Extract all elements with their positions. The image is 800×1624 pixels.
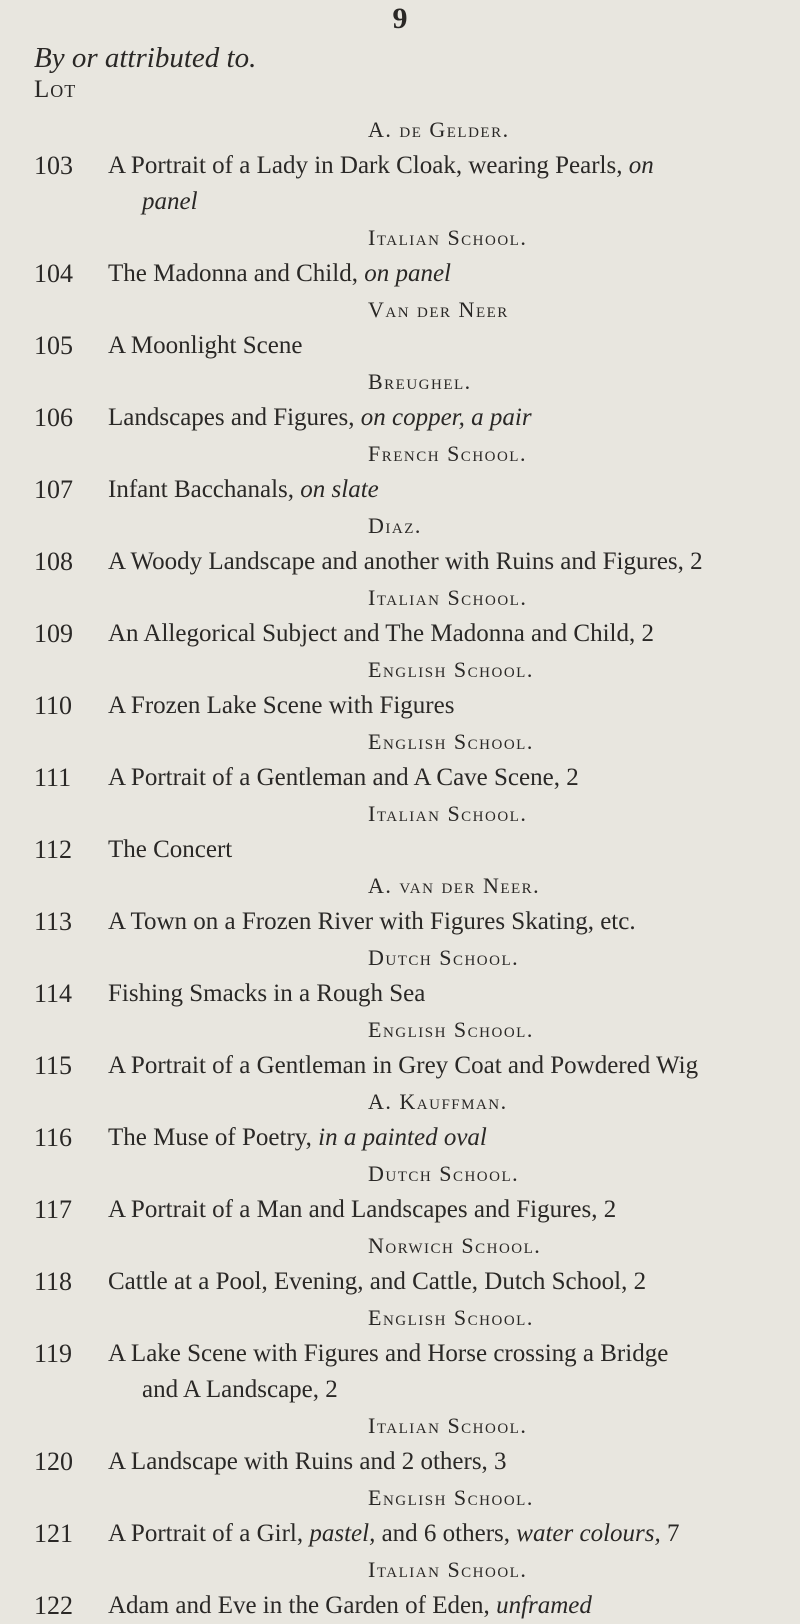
- lot-entry: [0, 364, 800, 436]
- lot-number: 119: [34, 1339, 73, 1368]
- lot-title: Cattle at a Pool, Evening, and Cattle, Dutch School, 2: [108, 1268, 647, 1295]
- lot-title: The Concert: [108, 836, 233, 863]
- lot-title: Landscapes and Figures,: [108, 404, 355, 431]
- lot-medium: on copper, a pair: [360, 404, 532, 431]
- lot-title: An Allegorical Subject and The Madonna and Child, 2: [108, 620, 654, 647]
- lot-title: Fishing Smacks in a Rough Sea: [108, 980, 426, 1007]
- lot-artist: A. van der Neer.: [368, 873, 541, 898]
- lot-title: The Muse of Poetry,: [108, 1124, 312, 1151]
- lot-number: 118: [34, 1267, 73, 1296]
- lot-artist: Van der Neer: [368, 297, 509, 322]
- lot-entry: [0, 1300, 800, 1408]
- lot-title: A Landscape with Ruins and 2 others, 3: [108, 1448, 507, 1475]
- lot-entry: [0, 220, 800, 292]
- lot-number: 106: [34, 403, 73, 432]
- lot-title: A Portrait of a Gentleman in Grey Coat and Powdered Wig: [108, 1052, 699, 1079]
- lot-number: 107: [34, 475, 73, 504]
- lot-entry: [0, 724, 800, 796]
- lot-entry: [0, 436, 800, 508]
- lot-number: 103: [34, 151, 73, 180]
- lot-entry: [0, 1408, 800, 1480]
- lot-number: 116: [34, 1123, 73, 1152]
- lot-entry: [0, 652, 800, 724]
- lot-title: A Portrait of a Gentleman and A Cave Scene, 2: [108, 764, 579, 791]
- lot-list: [0, 112, 800, 1624]
- lot-artist: English School.: [368, 1305, 534, 1330]
- lot-artist: French School.: [368, 441, 527, 466]
- lot-title: A Portrait of a Lady in Dark Cloak, wearing Pearls,: [108, 152, 623, 179]
- lot-number: 112: [34, 835, 73, 864]
- lot-title: A Woody Landscape and another with Ruins and Figures, 2: [108, 548, 703, 575]
- lot-title: Adam and Eve in the Garden of Eden,: [108, 1592, 490, 1619]
- lot-title: A Portrait of a Man and Landscapes and Figures, 2: [108, 1196, 617, 1223]
- lot-entry: [0, 1228, 800, 1300]
- lot-number: 109: [34, 619, 73, 648]
- lot-column-label: Lot: [34, 76, 77, 103]
- lot-artist: Dutch School.: [368, 1161, 520, 1186]
- lot-artist: Italian School.: [368, 585, 528, 610]
- lot-entry: [0, 580, 800, 652]
- lot-medium: in a painted oval: [318, 1124, 487, 1151]
- page-number: 9: [392, 2, 408, 35]
- lot-number: 117: [34, 1195, 73, 1224]
- lot-number: 120: [34, 1447, 73, 1476]
- lot-medium: on: [628, 152, 654, 179]
- lot-title: A Portrait of a Girl,: [108, 1520, 304, 1547]
- lot-number: 115: [34, 1051, 73, 1080]
- lot-title: Infant Bacchanals,: [108, 476, 295, 503]
- lot-number: 122: [34, 1591, 73, 1620]
- lot-entry: [0, 292, 800, 364]
- lot-entry: [0, 868, 800, 940]
- lot-artist: English School.: [368, 729, 534, 754]
- lot-entry: [0, 1012, 800, 1084]
- lot-artist: Norwich School.: [368, 1233, 542, 1258]
- lot-artist: Dutch School.: [368, 945, 520, 970]
- lot-artist: Italian School.: [368, 801, 528, 826]
- lot-medium: unframed: [496, 1592, 592, 1619]
- lot-number: 121: [34, 1519, 73, 1548]
- section-heading: By or attributed to.: [34, 42, 257, 74]
- lot-number: 105: [34, 331, 73, 360]
- lot-number: 111: [34, 763, 72, 792]
- lot-entry: [0, 1156, 800, 1228]
- lot-number: 114: [34, 979, 73, 1008]
- lot-number: 113: [34, 907, 73, 936]
- lot-artist: Breughel.: [368, 369, 472, 394]
- lot-entry: [0, 1552, 800, 1624]
- lot-artist: A. Kauffman.: [368, 1089, 508, 1114]
- lot-medium-secondary: water colours,: [516, 1520, 661, 1547]
- lot-artist: Italian School.: [368, 1557, 528, 1582]
- lot-number: 110: [34, 691, 73, 720]
- lot-artist: A. de Gelder.: [368, 117, 510, 142]
- lot-artist: Diaz.: [368, 513, 422, 538]
- lot-entry: [0, 940, 800, 1012]
- lot-artist: English School.: [368, 1017, 534, 1042]
- lot-medium: on slate: [300, 476, 379, 503]
- lot-artist: English School.: [368, 1485, 534, 1510]
- lot-count: 7: [666, 1520, 680, 1547]
- lot-number: 108: [34, 547, 73, 576]
- lot-entry: [0, 1480, 800, 1552]
- lot-medium: pastel,: [309, 1520, 376, 1547]
- lot-title: A Moonlight Scene: [108, 332, 303, 359]
- lot-title: The Madonna and Child,: [108, 260, 358, 287]
- lot-continuation: panel: [142, 188, 198, 215]
- lot-artist: Italian School.: [368, 1413, 528, 1438]
- lot-medium: on panel: [364, 260, 451, 287]
- lot-continuation: and A Landscape, 2: [142, 1376, 338, 1403]
- lot-artist: English School.: [368, 657, 534, 682]
- lot-title: A Lake Scene with Figures and Horse crossing a Bridge: [108, 1340, 669, 1367]
- lot-entry: [0, 112, 800, 220]
- lot-title-tail: and 6 others,: [381, 1520, 511, 1547]
- lot-entry: [0, 1084, 800, 1156]
- lot-entry: [0, 508, 800, 580]
- lot-title: A Town on a Frozen River with Figures Skating, etc.: [108, 908, 636, 935]
- lot-artist: Italian School.: [368, 225, 528, 250]
- lot-title: A Frozen Lake Scene with Figures: [108, 692, 455, 719]
- lot-number: 104: [34, 259, 73, 288]
- lot-entry: [0, 796, 800, 868]
